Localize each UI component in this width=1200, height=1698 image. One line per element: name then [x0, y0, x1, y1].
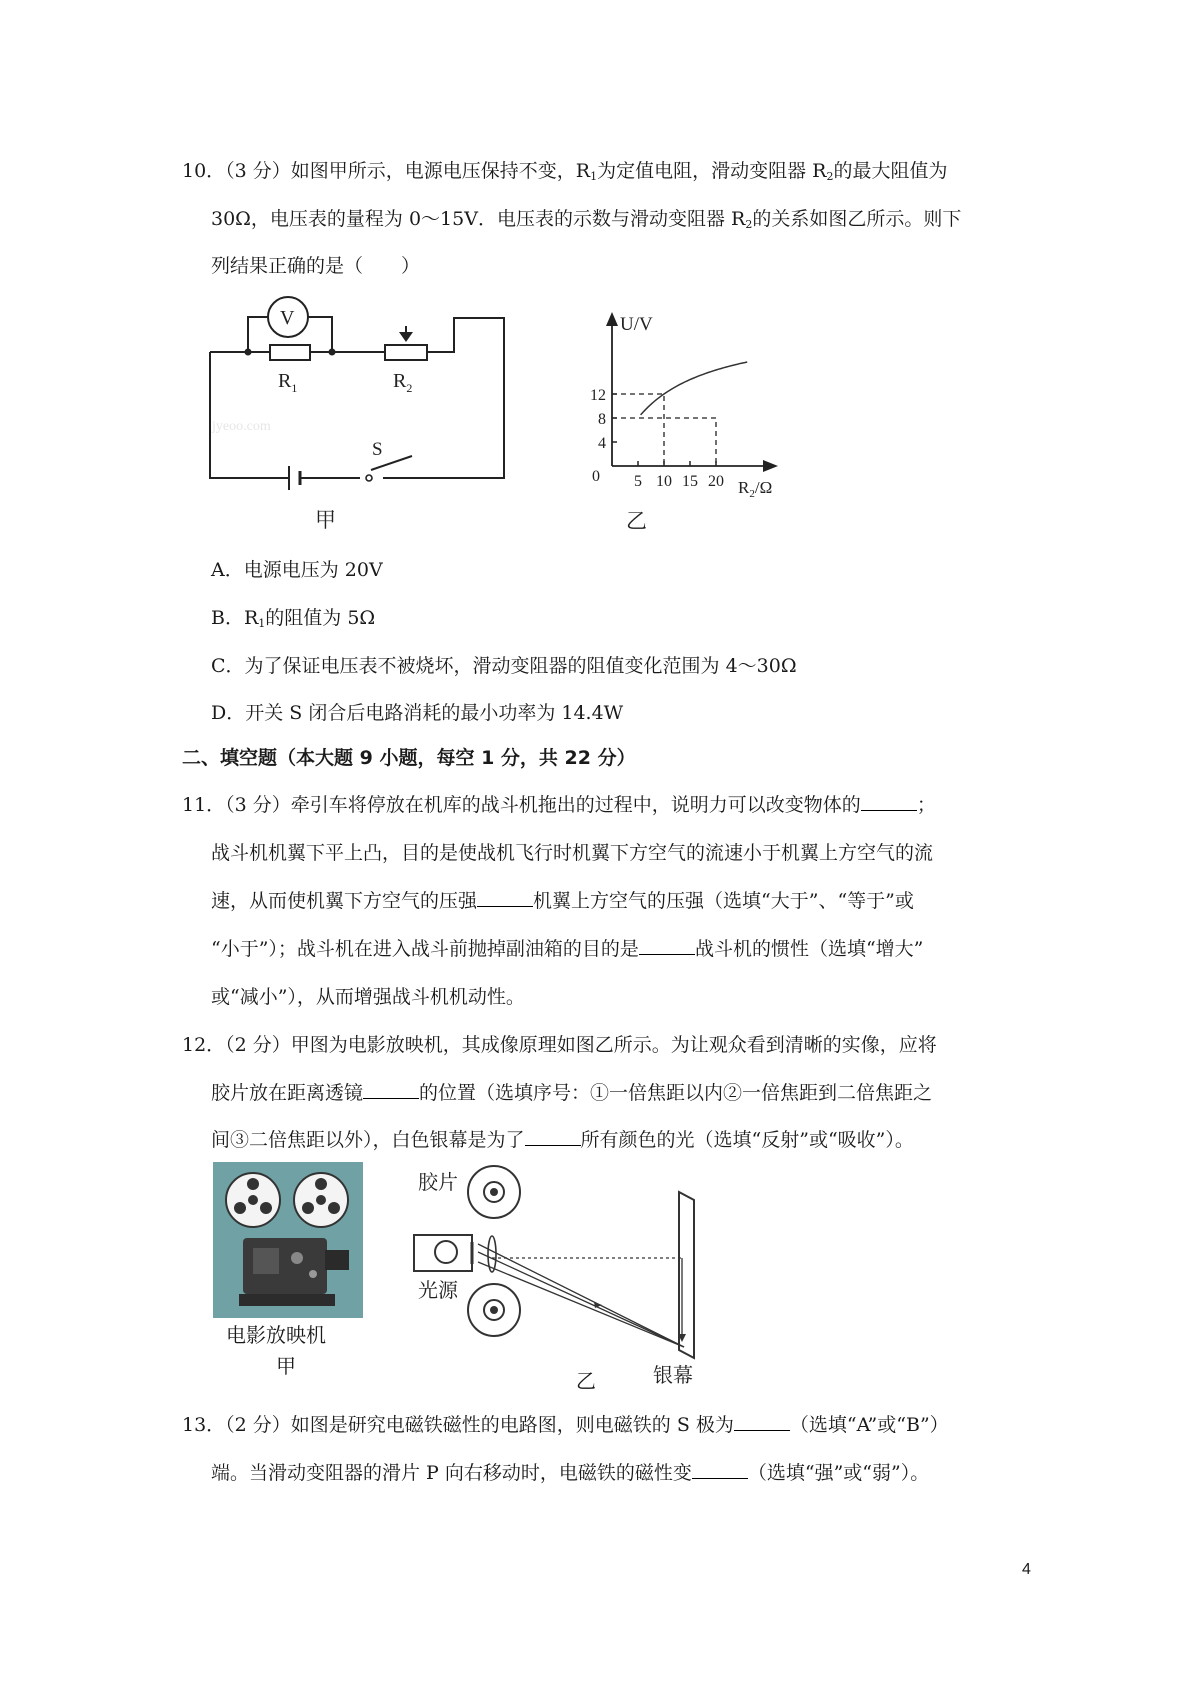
- watermark: jyeoo.com: [212, 419, 271, 434]
- answer-blank[interactable]: [477, 888, 533, 907]
- q12-line-1: 12．（2 分）甲图为电影放映机，其成像原理如图乙所示。为让观众看到清晰的实像，应将: [182, 1034, 937, 1056]
- caption-jia: 甲: [315, 508, 336, 530]
- answer-blank[interactable]: [525, 1127, 581, 1146]
- x-tick-label: 10: [656, 473, 672, 490]
- caption-jia: 甲: [276, 1354, 296, 1378]
- graph-origin: 0: [592, 468, 600, 485]
- q11-line-1: 11．（3 分）牵引车将停放在机库的战斗机拖出的过程中，说明力可以改变物体的 ；: [182, 794, 936, 816]
- r2-rheostat: [385, 345, 427, 360]
- light-source-label: 光源: [418, 1280, 458, 1302]
- film-label: 胶片: [418, 1172, 458, 1194]
- q10-option-d: D．开关 S 闭合后电路消耗的最小功率为 14.4W: [211, 702, 624, 724]
- q10-line-1: 10．（3 分）如图甲所示，电源电压保持不变，$R_1$为定值电阻，滑动变阻器 $R_2$的最大阻值为: [182, 160, 948, 183]
- q10-line-2: 30Ω，电压表的量程为 0～15V．电压表的示数与滑动变阻器 $R_2$的关系如图乙所示。则下: [211, 208, 962, 231]
- q10-graph-figure: [570, 306, 810, 540]
- screen-icon: [679, 1192, 694, 1358]
- q13-line-1: 13．（2 分）如图是研究电磁铁磁性的电路图，则电磁铁的 S 极为 （选填“A”或“B”）: [182, 1414, 949, 1436]
- dashed-guide: [612, 394, 664, 466]
- light-bulb-icon: [435, 1241, 457, 1263]
- answer-blank[interactable]: [363, 1080, 419, 1099]
- caption-yi: 乙: [576, 1369, 596, 1393]
- q10-circuit-figure: [200, 290, 520, 534]
- q10-line-3: 列结果正确的是（ ）: [211, 255, 421, 277]
- q10-option-a: A．电源电压为 20V: [211, 559, 383, 581]
- answer-blank[interactable]: [861, 792, 917, 811]
- r1-resistor: [270, 345, 310, 360]
- q10-option-b: B．$R_1$的阻值为 5Ω: [211, 607, 376, 630]
- svg-text:S: S: [372, 439, 383, 460]
- projection-diagram: [394, 1162, 724, 1388]
- q11-line-3: 速，从而使机翼下方空气的压强 机翼上方空气的压强（选填“大于”、“等于”或: [211, 890, 914, 912]
- page-number: 4: [1022, 1561, 1031, 1578]
- screen-label: 银幕: [653, 1365, 693, 1384]
- x-tick-label: 20: [708, 473, 724, 490]
- q10-option-c: C．为了保证电压表不被烧坏，滑动变阻器的阻值变化范围为 4～30Ω: [211, 655, 797, 677]
- q12-line-3: 间③二倍焦距以外），白色银幕是为了 所有颜色的光（选填“反射”或“吸收”）。: [211, 1129, 914, 1151]
- q11-line-4: “小于”）；战斗机在进入战斗前抛掉副油箱的目的是 战斗机的惯性（选填“增大”: [211, 938, 924, 960]
- voltmeter-label: V: [280, 307, 295, 329]
- x-tick-label: 15: [682, 473, 698, 490]
- curve-u-vs-r2: [641, 362, 748, 415]
- answer-blank[interactable]: [734, 1412, 790, 1431]
- answer-blank[interactable]: [639, 936, 695, 955]
- q12-line-2: 胶片放在距离透镜 的位置（选填序号：①一倍焦距以内②一倍焦距到二倍焦距之: [211, 1082, 933, 1104]
- q11-line-2: 战斗机机翼下平上凸，目的是使战机飞行时机翼下方空气的流速小于机翼上方空气的流: [211, 842, 934, 864]
- q11-line-5: 或“减小”），从而增强战斗机机动性。: [211, 986, 525, 1008]
- svg-text:R2/Ω: $R_2/\Omega$: [738, 478, 773, 500]
- x-tick-label: 5: [634, 473, 642, 490]
- projector-caption: 电影放映机: [226, 1323, 326, 1347]
- svg-text:R1: $R_1$: [278, 370, 298, 395]
- section-heading-fill-in: 二、填空题（本大题 9 小题，每空 1 分，共 22 分）: [182, 747, 636, 769]
- q13-line-2: 端。当滑动变阻器的滑片 P 向右移动时，电磁铁的磁性变 （选填“强”或“弱”）。: [211, 1462, 930, 1484]
- svg-text:R2: $R_2$: [393, 370, 413, 395]
- y-tick-label: 12: [590, 387, 606, 404]
- y-tick-label: 4: [598, 435, 606, 452]
- y-tick-label: 8: [598, 411, 606, 428]
- answer-blank[interactable]: [692, 1460, 748, 1479]
- film-projector-photo: [213, 1162, 363, 1318]
- graph-ylabel: U/V: [620, 314, 653, 335]
- caption-yi: 乙: [626, 509, 647, 533]
